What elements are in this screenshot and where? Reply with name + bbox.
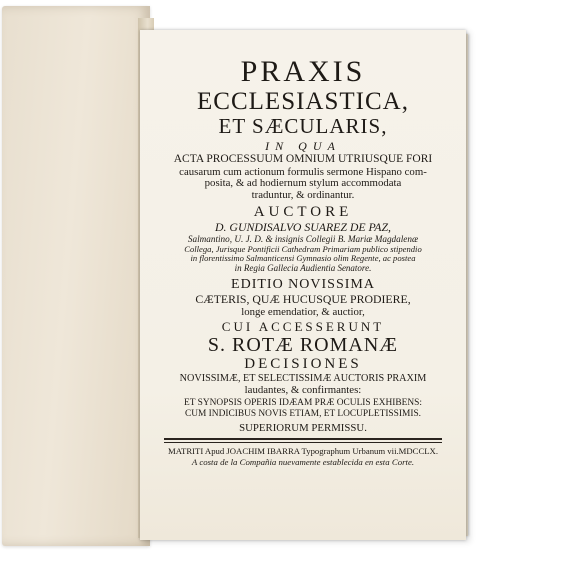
rota-line-3: NOVISSIMÆ, ET SELECTISSIMÆ AUCTORIS PRAXIM [179,372,427,384]
author-line-3: Collega, Jurisque Pontificii Cathedram Primariam publico stipendio [184,243,422,254]
edition-line-2: CÆTERIS, QUÆ HUCUSQUE PRODIERE, [195,292,411,307]
description-line-3: posita, & ad hodiernum stylum accommodata [204,177,402,190]
rota-line-1: S. ROTÆ ROMANÆ [207,333,399,356]
edition-line-1: EDITIO NOVISSIMA [231,277,375,293]
synopsis-line-1: ET SYNOPSIS OPERIS IDÆAM PRÆ OCULIS EXHIBENS: [184,397,422,408]
book-cover-inside [2,6,150,546]
author-line-4: in florentissimo Salmanticensi Gymnasio olim Regente, ac postea [190,253,416,264]
rota-line-4: laudantes, & confirmantes: [244,383,362,396]
edition-line-3: longe emendatior, & auctior, [241,305,365,318]
imprint-line-1: MATRITI Apud JOACHIM IBARRA Typographum Urbanum vii.MDCCLX. [168,446,438,457]
title-line-1: PRAXIS [240,55,366,88]
description-line-4: traduntur, & ordinantur. [251,189,355,202]
auctore-label: AUCTORE [253,203,353,220]
imprint-line-2: A costa de la Compañia nuevamente establecida en esta Corte. [191,456,415,467]
author-line-5: in Regia Gallecia Audientia Senatore. [234,263,372,274]
in-qua-line: IN QUA [265,139,341,153]
author-name: D. GUNDISALVO SUAREZ DE PAZ, [215,219,391,234]
edition-line-4: CUI ACCESSERUNT [221,318,385,334]
permission-line: SUPERIORUM PERMISSU. [239,422,367,435]
description-line-1: ACTA PROCESSUUM OMNIUM UTRIUSQUE FORI [173,153,433,165]
title-page-text [140,55,466,467]
description-line-2: causarum cum actionum formulis sermone Hispano com- [179,165,427,178]
author-line-2: Salmantino, U. J. D. & insignis Collegii B. Mariæ Magdalenæ [187,233,419,244]
title-line-3: ET SÆCULARIS, [218,114,388,138]
double-rule [164,438,442,443]
synopsis-line-2: CUM INDICIBUS NOVIS ETIAM, ET LOCUPLETISSIMIS. [184,409,422,420]
title-line-2: ECCLESIASTICA, [197,88,409,115]
rota-line-2: DECISIONES [244,355,362,372]
